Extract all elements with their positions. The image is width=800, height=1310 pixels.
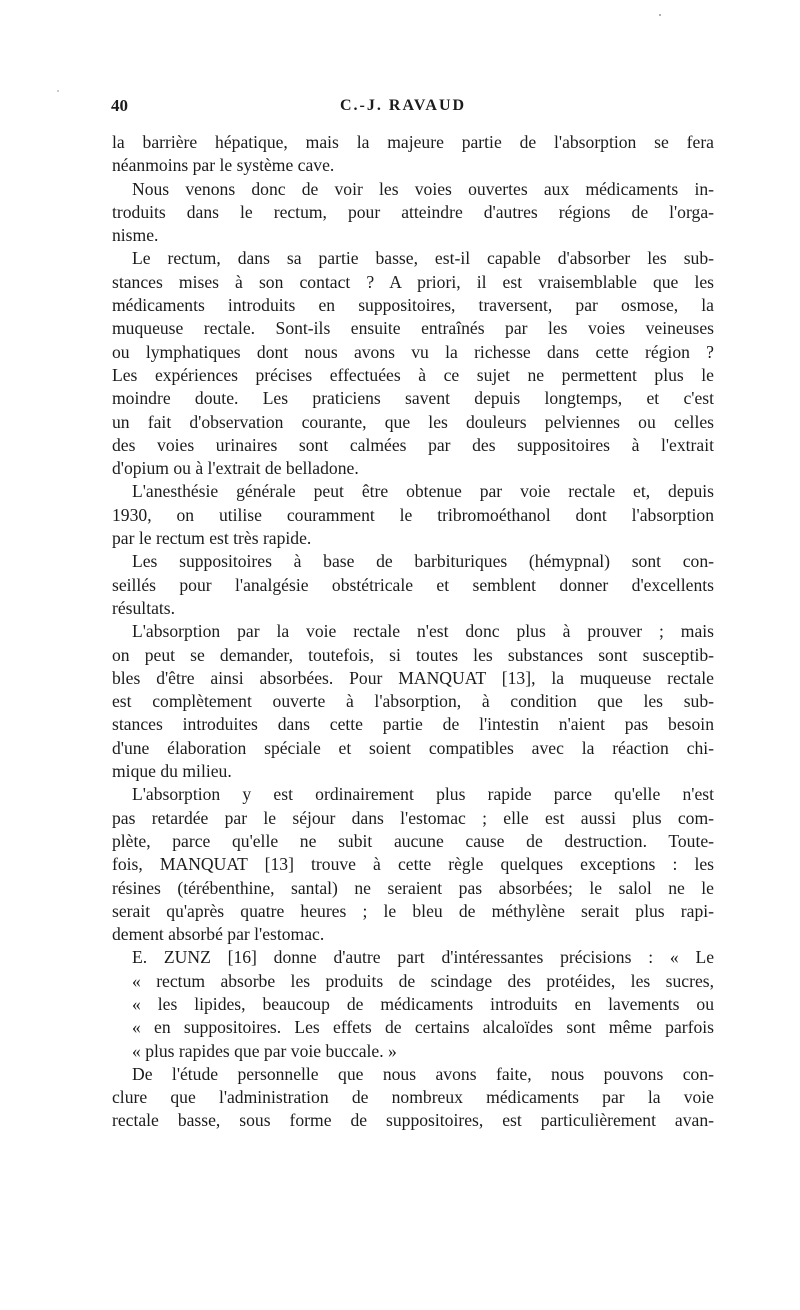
text-line: nisme. bbox=[112, 225, 159, 246]
text-line: « plus rapides que par voie buccale. » bbox=[132, 1040, 397, 1061]
text-line: Les expériences précises effectuées à ce sujet ne permettent plus le bbox=[112, 364, 714, 385]
text-line: on peut se demander, toutefois, si toutes les substances sont susceptib- bbox=[112, 644, 714, 665]
text-line: un fait d'observation courante, que les douleurs pelviennes ou celles bbox=[112, 411, 714, 432]
text-line: seillés pour l'analgésie obstétricale et semblent donner d'excellents bbox=[112, 574, 714, 595]
text-line: L'anesthésie générale peut être obtenue par voie rectale et, depuis bbox=[132, 481, 714, 502]
text-line: Nous venons donc de voir les voies ouvertes aux médicaments in- bbox=[132, 178, 714, 199]
speck bbox=[57, 90, 59, 92]
text-line: résultats. bbox=[112, 597, 176, 618]
text-line: « rectum absorbe les produits de scindage des protéides, les sucres, bbox=[132, 970, 714, 991]
text-line: « les lipides, beaucoup de médicaments introduits en lavements ou bbox=[132, 993, 714, 1014]
text-line: résines (térébenthine, santal) ne seraient pas absorbées; le salol ne le bbox=[112, 877, 714, 898]
text-line: pas retardée par le séjour dans l'estomac ; elle est aussi plus com- bbox=[112, 807, 714, 828]
text-line: des voies urinaires sont calmées par des suppositoires à l'extrait bbox=[112, 434, 714, 455]
text-line: dement absorbé par l'estomac. bbox=[112, 924, 325, 945]
text-line: la barrière hépatique, mais la majeure partie de l'absorption se fera bbox=[112, 132, 714, 152]
text-line: néanmoins par le système cave. bbox=[112, 155, 335, 176]
text-line: serait qu'après quatre heures ; le bleu de méthylène serait plus rapi- bbox=[112, 900, 714, 921]
text-line: par le rectum est très rapide. bbox=[112, 528, 312, 549]
text-line: troduits dans le rectum, pour atteindre d'autres régions de l'orga- bbox=[112, 201, 714, 222]
text-line: est complètement ouverte à l'absorption, à condition que les sub- bbox=[112, 691, 714, 712]
text-line: ou lymphatiques dont nous avons vu la richesse dans cette région ? bbox=[112, 341, 714, 362]
text-line: Le rectum, dans sa partie basse, est-il capable d'absorber les sub- bbox=[132, 248, 714, 269]
page-number: 40 bbox=[111, 96, 128, 115]
running-head: C.-J. RAVAUD bbox=[340, 97, 467, 114]
text-line: Les suppositoires à base de barbituriques (hémypnal) sont con- bbox=[132, 551, 714, 572]
text-line: stances introduites dans cette partie de l'intestin n'aient pas besoin bbox=[112, 714, 714, 735]
text-line: stances mises à son contact ? A priori, il est vraisemblable que les bbox=[112, 271, 714, 292]
speck bbox=[659, 14, 661, 16]
text-line: rectale basse, sous forme de suppositoires, est particulièrement avan- bbox=[112, 1110, 714, 1131]
text-line: De l'étude personnelle que nous avons faite, nous pouvons con- bbox=[132, 1063, 714, 1084]
text-line: d'une élaboration spéciale et soient compatibles avec la réaction chi- bbox=[112, 737, 714, 758]
text-line: E. ZUNZ [16] donne d'autre part d'intéressantes précisions : « Le bbox=[132, 947, 714, 968]
text-line: 1930, on utilise couramment le tribromoéthanol dont l'absorption bbox=[112, 504, 714, 525]
text-line: moindre doute. Les praticiens savent depuis longtemps, et c'est bbox=[112, 388, 714, 409]
text-line: mique du milieu. bbox=[112, 761, 232, 782]
text-line: L'absorption y est ordinairement plus rapide parce qu'elle n'est bbox=[132, 784, 714, 805]
text-line: plète, parce qu'elle ne subit aucune cause de destruction. Toute- bbox=[112, 830, 714, 851]
body-text bbox=[112, 131, 714, 1133]
text-line: « en suppositoires. Les effets de certains alcaloïdes sont même parfois bbox=[132, 1017, 714, 1038]
text-line: L'absorption par la voie rectale n'est donc plus à prouver ; mais bbox=[132, 621, 714, 642]
text-line: fois, MANQUAT [13] trouve à cette règle quelques exceptions : les bbox=[112, 854, 714, 875]
text-line: muqueuse rectale. Sont-ils ensuite entraînés par les voies veineuses bbox=[112, 318, 714, 339]
text-line: bles d'être ainsi absorbées. Pour MANQUAT [13], la muqueuse rectale bbox=[112, 667, 714, 688]
text-line: d'opium ou à l'extrait de belladone. bbox=[112, 458, 359, 479]
text-line: clure que l'administration de nombreux médicaments par la voie bbox=[112, 1087, 714, 1108]
text-line: médicaments introduits en suppositoires, traversent, par osmose, la bbox=[112, 295, 714, 316]
